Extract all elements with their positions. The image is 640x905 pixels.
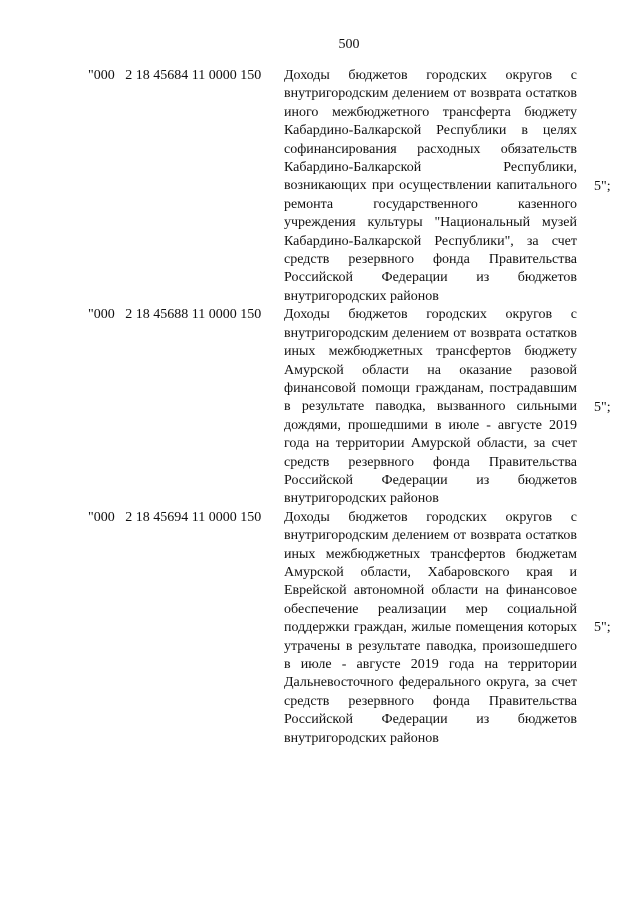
table-row [88, 67, 628, 306]
revenue-description: Доходы бюджетов городских округов с внутригородским делением от возврата остатков иных межбюджетных трансфертов бюджету Амурской области на оказание разовой финансовой помощи гражданам, пострадавшим в результате паводка, вызванного сильными дождями, прошедшими в июле - августе 2019 года на территории Амурской области, за счет средств резервного фонда Правительства Российской Федерации из бюджетов внутригородских районов [284, 307, 577, 507]
budget-classification-code: "000 2 18 45694 11 0000 150 [88, 509, 262, 525]
page-number: 500 [338, 37, 360, 52]
row-suffix: 5"; [594, 178, 611, 194]
budget-classification-code: "000 2 18 45688 11 0000 150 [88, 307, 262, 323]
revenue-code-table [88, 67, 628, 748]
budget-classification-code: "000 2 18 45684 11 0000 150 [88, 68, 262, 83]
table-row [88, 306, 628, 508]
row-suffix: 5"; [594, 620, 611, 636]
row-suffix: 5"; [594, 399, 611, 415]
revenue-description: Доходы бюджетов городских округов с внутригородским делением от возврата остатков иного межбюджетного трансферта бюджету Кабардино-Балкарской Республики в целях софинансирования расходных обязательств Кабардино-Балкарской Республики, возникающих при осуществлении капитального ремонта государственного казенного учреждения культуры "Национальный музей Кабардино-Балкарской Республики", за счет средств резервного фонда Правительства Российской Федерации из бюджетов внутригородских районов [284, 68, 577, 304]
revenue-description: Доходы бюджетов городских округов с внутригородским делением от возврата остатков иных межбюджетных трансфертов бюджетам Амурской области, Хабаровского края и Еврейской автономной области на финансовое обеспечение реализации мер социальной поддержки граждан, жилые помещения которых утрачены в результате паводка, произошедшего в июле - августе 2019 года на территории Дальневосточного федерального округа, за счет средств резервного фонда Правительства Российской Федерации из бюджетов внутригородских районов [284, 509, 577, 746]
table-row [88, 509, 628, 748]
